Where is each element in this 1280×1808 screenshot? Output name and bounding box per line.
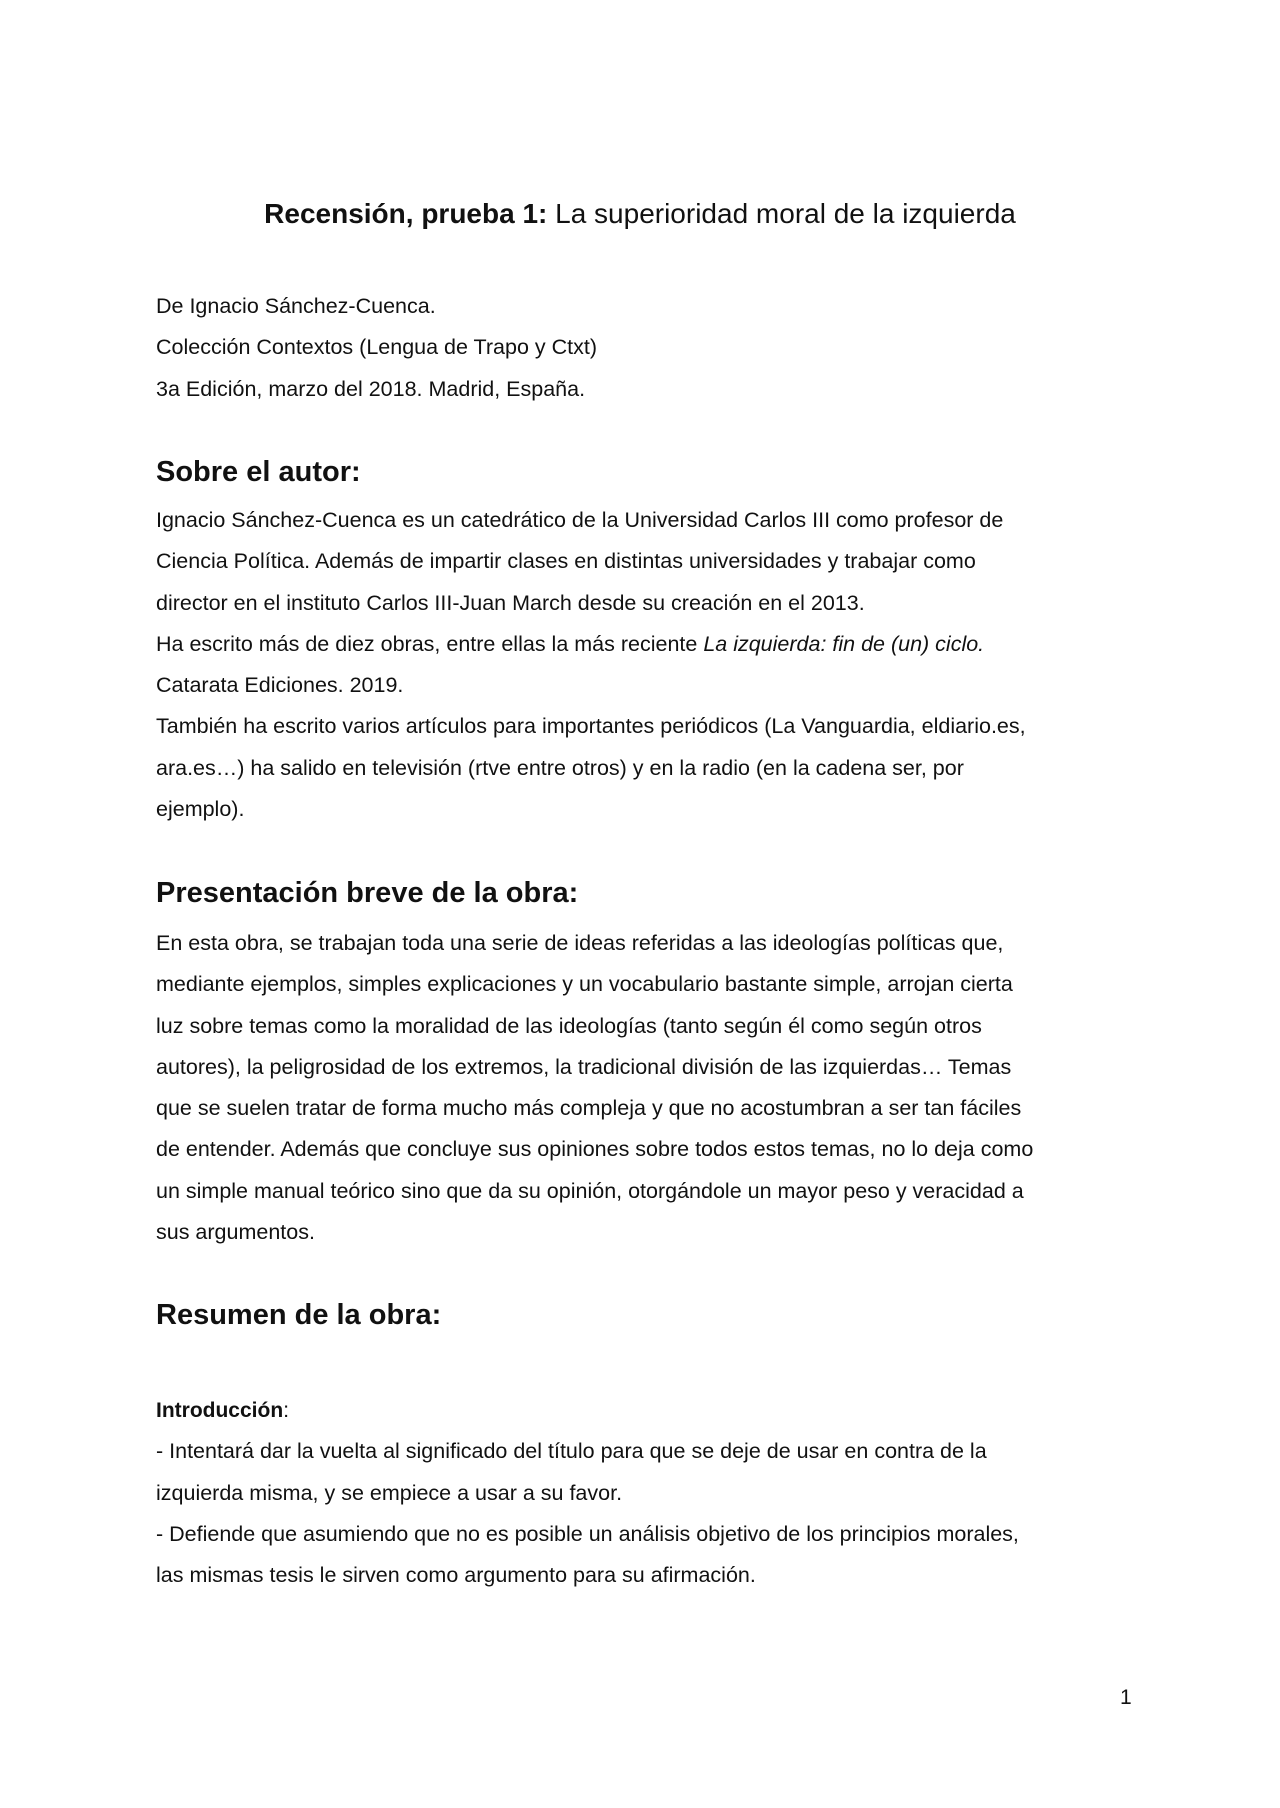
page-number: 1 [1120,1686,1132,1709]
text-line: las mismas tesis le sirven como argumento para su afirmación. [156,1563,756,1588]
meta-line: De Ignacio Sánchez-Cuenca. [156,294,436,318]
text-span: Ha escrito más de diez obras, entre ellas la más reciente [156,631,704,656]
text-line: mediante ejemplos, simples explicaciones y un vocabulario bastante simple, arrojan cierta [156,972,1013,997]
presentacion-paragraph [156,923,1033,1253]
subheading-colon: : [283,1398,290,1422]
subheading-line [156,1390,1019,1431]
heading-sobre-autor: Sobre el autor: [156,456,361,488]
text-line: En esta obra, se trabajan toda una serie de ideas referidas a las ideologías políticas que, [156,931,1004,955]
text-line: un simple manual teórico sino que da su opinión, otorgándole un mayor peso y veracidad a [156,1178,1024,1203]
text-line: Ignacio Sánchez-Cuenca es un catedrático de la Universidad Carlos III como profesor de [156,508,1004,532]
text-line: sus argumentos. [156,1220,315,1245]
text-line: Catarata Ediciones. 2019. [156,673,404,698]
heading-resumen: Resumen de la obra: [156,1299,442,1331]
text-line: También ha escrito varios artículos para importantes periódicos (La Vanguardia, eldiario.es, [156,714,1026,739]
text-line: luz sobre temas como la moralidad de las ideologías (tanto según él como según otros [156,1013,982,1038]
book-info [156,286,597,410]
text-line: ara.es…) ha salido en televisión (rtve entre otros) y en la radio (en la cadena ser, por [156,755,964,780]
meta-line: Colección Contextos (Lengua de Trapo y Ctxt) [156,335,597,360]
text-line: Ciencia Política. Además de impartir clases en distintas universidades y trabajar como [156,549,976,574]
book-title-italic: La izquierda: fin de (un) ciclo. [703,631,985,656]
text-line: de entender. Además que concluye sus opiniones sobre todos estos temas, no lo deja como [156,1137,1034,1162]
autor-paragraph [156,500,1026,830]
subheading-introduccion: Introducción [156,1399,284,1422]
meta-line: 3a Edición, marzo del 2018. Madrid, España. [156,376,586,401]
text-line: director en el instituto Carlos III-Juan March desde su creación en el 2013. [156,590,865,615]
text-line: izquierda misma, y se empiece a usar a su favor. [156,1480,623,1505]
heading-presentacion: Presentación breve de la obra: [156,877,579,909]
title-bold: Recensión, prueba 1: [264,198,548,229]
text-line: - Intentará dar la vuelta al significado del título para que se deje de usar en contra de la [156,1439,987,1464]
text-line: ejemplo). [156,797,245,822]
resumen-content [156,1390,1019,1596]
text-line: autores), la peligrosidad de los extremos, la tradicional división de las izquierdas… Temas [156,1054,1012,1079]
text-line: que se suelen tratar de forma mucho más compleja y que no acostumbran a ser tan fáciles [156,1096,1022,1121]
text-line [156,624,1026,665]
title-rest: La superioridad moral de la izquierda [547,198,1016,229]
text-line: - Defiende que asumiendo que no es posible un análisis objetivo de los principios morales, [156,1521,1019,1546]
document-title [0,198,1280,230]
